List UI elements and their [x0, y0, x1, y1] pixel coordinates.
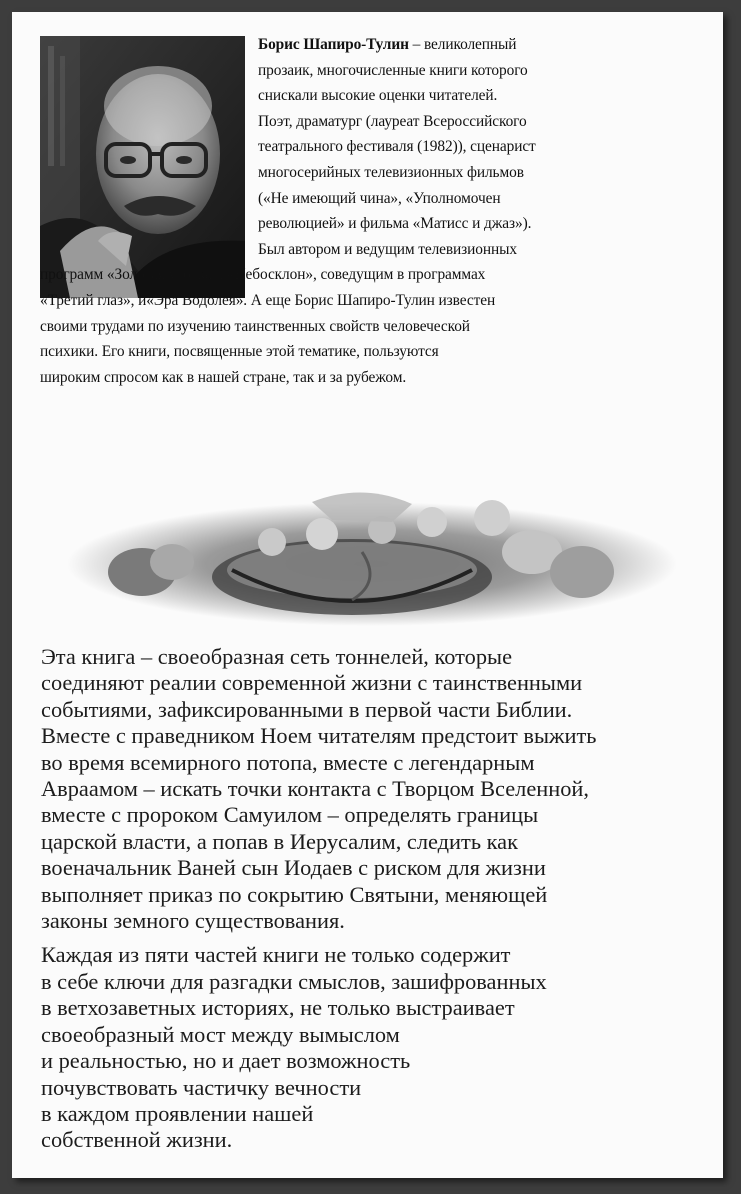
- bio-line: «Третий глаз», и«Эра Водолея». А еще Борис Шапиро-Тулин известен: [40, 291, 496, 309]
- description-line: военачальник Ваней сын Иодаев с риском для жизни: [41, 855, 546, 881]
- bio-line: снискали высокие оценки читателей.: [258, 87, 498, 105]
- bio-line: широким спросом как в нашей стране, так и за рубежом.: [40, 368, 407, 386]
- bio-line: Борис Шапиро-Тулин – великолепный: [258, 36, 517, 53]
- description-paragraph-1: [41, 644, 721, 934]
- description-line: вместе с пророком Самуилом – определять границы: [41, 802, 539, 828]
- description-line: Вместе с праведником Ноем читателям предстоит выжить: [41, 723, 597, 749]
- bio-line: театрального фестиваля (1982)), сценарист: [258, 138, 536, 156]
- bio-line: («Не имеющий чина», «Уполномочен: [258, 189, 501, 207]
- bio-line: Поэт, драматург (лауреат Всероссийского: [258, 112, 527, 130]
- description-line: соединяют реалии современной жизни с таинственными: [41, 670, 583, 696]
- description-line: и реальностью, но и дает возможность: [41, 1048, 411, 1074]
- description-line: в ветхозаветных историях, не только выстраивает: [41, 995, 515, 1021]
- description-line: в каждом проявлении нашей: [41, 1100, 314, 1126]
- description-line: событиями, зафиксированными в первой части Библии.: [41, 696, 573, 722]
- bio-line: Был автором и ведущим телевизионных: [258, 240, 518, 258]
- book-description: [41, 644, 721, 1154]
- description-line: царской власти, а попав в Иерусалим, следить как: [41, 828, 518, 854]
- description-line: почувствовать частичку вечности: [41, 1074, 362, 1100]
- description-line: законы земного существования.: [41, 908, 345, 934]
- bio-line: своими трудами по изучению таинственных свойств человеческой: [40, 317, 470, 335]
- bio-line: психики. Его книги, посвященные этой тематике, пользуются: [40, 343, 439, 361]
- paragraph-gap: [41, 934, 721, 942]
- book-cover-back: [12, 12, 723, 1178]
- description-paragraph-2: [41, 942, 721, 1153]
- description-line: Авраамом – искать точки контакта с Творцом Вселенной,: [41, 776, 590, 802]
- bio-line: революцией» и фильма «Матисс и джаз»).: [258, 215, 532, 233]
- author-name: Борис Шапиро-Тулин: [258, 36, 409, 53]
- decorative-banner-image: [62, 482, 682, 642]
- bio-line: многосерийных телевизионных фильмов: [258, 163, 524, 181]
- description-line: собственной жизни.: [41, 1127, 233, 1153]
- bio-line: прозаик, многочисленные книги которого: [258, 61, 528, 79]
- description-line: выполняет приказ по сокрытию Святыни, меняющей: [41, 881, 548, 907]
- bio-line: программ «Золотая удочка», «Небосклон», соведущим в программах: [40, 266, 486, 284]
- description-line: во время всемирного потопа, вместе с легендарным: [41, 749, 535, 775]
- fresco-illustration: [62, 482, 682, 642]
- description-line: своеобразный мост между вымыслом: [41, 1021, 400, 1047]
- description-line: Каждая из пяти частей книги не только содержит: [41, 942, 511, 968]
- author-bio: [40, 32, 692, 390]
- description-line: в себе ключи для разгадки смыслов, зашифрованных: [41, 968, 547, 994]
- description-line: Эта книга – своеобразная сеть тоннелей, которые: [41, 644, 513, 669]
